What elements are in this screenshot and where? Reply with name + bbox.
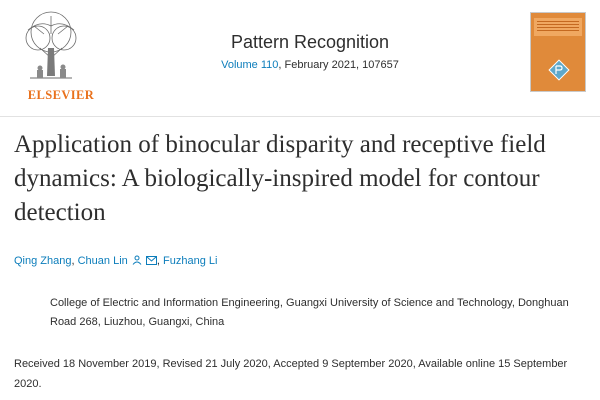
author-separator: , — [71, 255, 78, 267]
tree-icon — [10, 8, 92, 86]
author-link[interactable]: Chuan Lin — [77, 255, 128, 267]
header-divider — [0, 116, 600, 117]
publisher-name: ELSEVIER — [27, 88, 95, 102]
person-icon[interactable] — [132, 255, 142, 265]
author-separator: , — [156, 255, 164, 267]
journal-issue-line — [150, 59, 470, 71]
envelope-icon[interactable] — [146, 256, 157, 265]
author-list — [14, 255, 217, 267]
affiliation: College of Electric and Information Engineering, Guangxi University of Science and Technology, Donghuan Road 268, Liuzhou, Guangxi, China — [50, 297, 569, 328]
elsevier-tree-logo[interactable] — [10, 8, 95, 102]
journal-cover-thumbnail[interactable] — [530, 12, 586, 92]
cover-emblem-icon — [548, 59, 570, 81]
author-link[interactable]: Qing Zhang — [14, 255, 72, 267]
article-title: Application of binocular disparity and receptive field dynamics: A biologically-inspired model for contour detection — [14, 131, 546, 226]
publication-dates: Received 18 November 2019, Revised 21 July 2020, Accepted 9 September 2020, Available online 15 September 2020. — [14, 358, 568, 390]
issue-info: , February 2021, 107657 — [278, 59, 399, 71]
author-link[interactable]: Fuzhang Li — [163, 255, 218, 267]
journal-info — [150, 32, 470, 71]
cover-text-lines — [537, 21, 579, 33]
article-header — [0, 0, 600, 110]
volume-link[interactable]: Volume 110 — [221, 59, 279, 71]
journal-title[interactable]: Pattern Recognition — [230, 32, 390, 52]
